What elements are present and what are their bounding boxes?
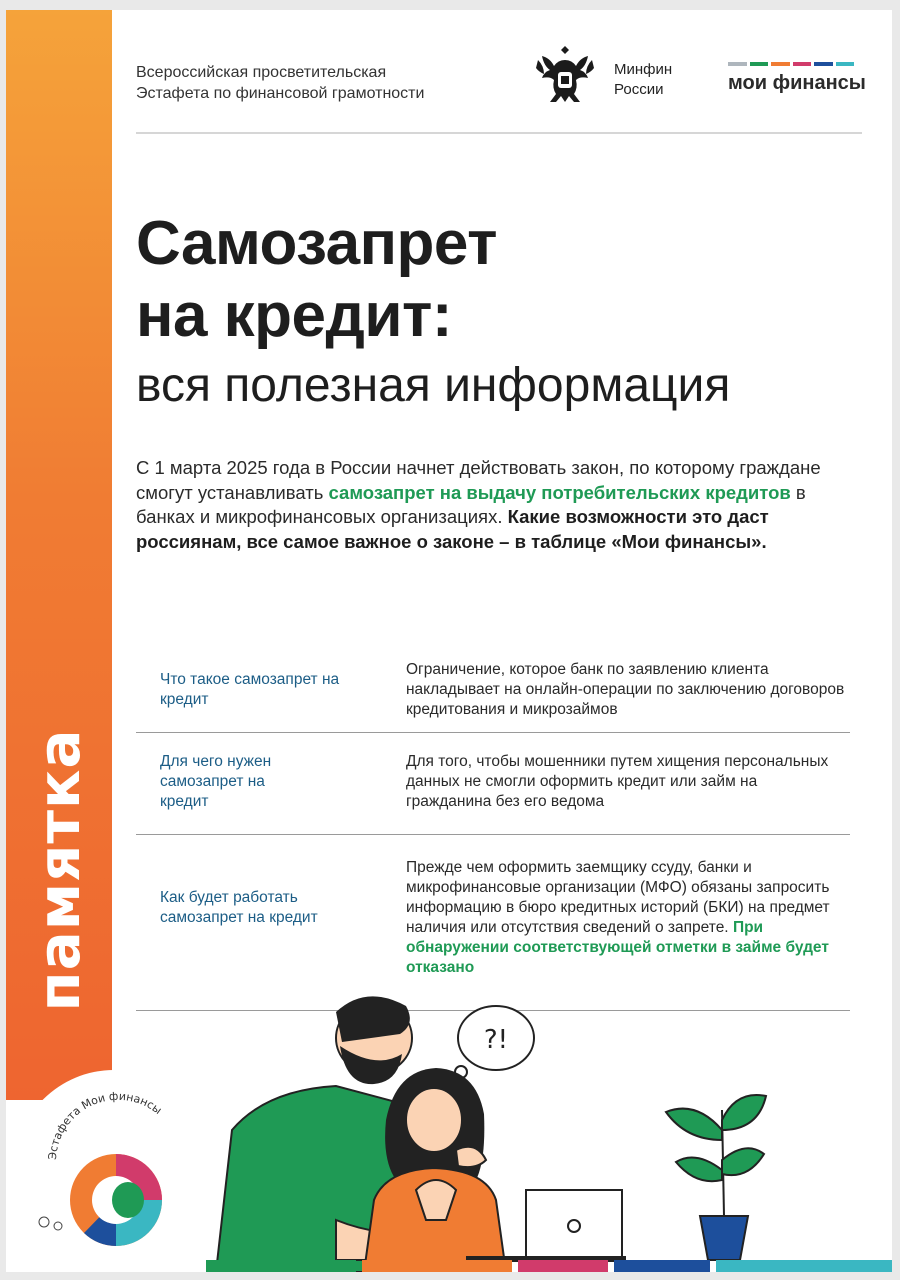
title-line-1: Самозапрет	[136, 209, 497, 278]
answer-highlight: При обнаружении соответствующей отметки в займе будет отказано	[406, 919, 829, 976]
bar-blue	[814, 62, 833, 66]
illustration-people-laptop	[6, 990, 892, 1272]
table-question: Что такое самозапрет на кредит	[160, 671, 340, 708]
organizer-line-1: Всероссийская просветительская	[136, 64, 387, 81]
organizer-block	[136, 62, 424, 104]
table-row	[136, 752, 850, 832]
intro-text-1: С 1 марта 2025 года в России начнет действовать закон, по которому граждане смогут устанавливать	[136, 457, 821, 503]
bar-grey	[728, 62, 747, 66]
answer-text: Для того, чтобы мошенники путем хищения персональных данных не смогли оформить кредит или займ на гражданина без его ведома	[406, 753, 829, 810]
bar-green	[750, 62, 769, 66]
header-divider	[136, 132, 862, 134]
table-question: Для чего нужен самозапрет на кредит	[160, 753, 272, 810]
bar-orange	[771, 62, 790, 66]
stripe-orange	[362, 1260, 512, 1272]
minfin-label	[614, 60, 672, 100]
page-title	[136, 208, 497, 352]
badge-text: Эстафета Мои финансы	[45, 1089, 165, 1161]
intro-text-2: в банках и микрофинансовых организациях.	[136, 481, 806, 527]
intro-paragraph	[136, 456, 856, 554]
double-headed-eagle-emblem-icon	[536, 42, 594, 112]
intro-highlight: самозапрет на выдачу потребительских кредитов	[328, 481, 791, 503]
stripe-blue	[614, 1260, 710, 1272]
table-divider	[136, 834, 850, 835]
leaflet-page	[6, 10, 892, 1272]
stripe-pink	[518, 1260, 608, 1272]
thought-text: ?!	[483, 1025, 509, 1055]
minfin-line-2: России	[614, 81, 664, 98]
table-answer	[406, 858, 846, 978]
bar-pink	[793, 62, 812, 66]
intro-bold: Какие возможности это даст россиянам, все самое важное о законе – в таблице «Мои финансы».	[136, 506, 769, 552]
page-subtitle: вся полезная информация	[136, 359, 731, 412]
table-row	[136, 858, 850, 988]
potted-plant-icon	[666, 1095, 766, 1260]
title-line-2: на кредит:	[136, 281, 453, 350]
bar-teal	[836, 62, 855, 66]
answer-text: Ограничение, которое банк по заявлению клиента накладывает на онлайн-операции по заключению договоров кредитования и микрозаймов	[406, 661, 845, 718]
table-question: Как будет работать самозапрет на кредит	[160, 889, 318, 926]
side-label	[6, 710, 112, 1030]
table-row	[136, 660, 850, 730]
table-divider	[136, 732, 850, 733]
side-label-text: памятка	[25, 728, 93, 1012]
moi-finansy-logo: мои финансы	[728, 72, 866, 94]
stripe-green	[206, 1260, 356, 1272]
estafeta-badge-icon	[14, 1070, 214, 1270]
table-answer	[406, 752, 846, 812]
stripe-teal	[716, 1260, 892, 1272]
moi-finansy-color-bars	[728, 62, 854, 66]
minfin-line-1: Минфин	[614, 61, 673, 78]
bottom-color-stripes	[206, 1260, 892, 1272]
table-answer	[406, 660, 846, 720]
answer-text: Прежде чем оформить заемщику ссуду, банки и микрофинансовые организации (МФО) обязаны запросить информацию в бюро кредитных историй (БКИ) на предмет наличия или отсутствия сведений о запрете.	[406, 859, 830, 936]
organizer-line-2: Эстафета по финансовой грамотности	[136, 85, 425, 102]
